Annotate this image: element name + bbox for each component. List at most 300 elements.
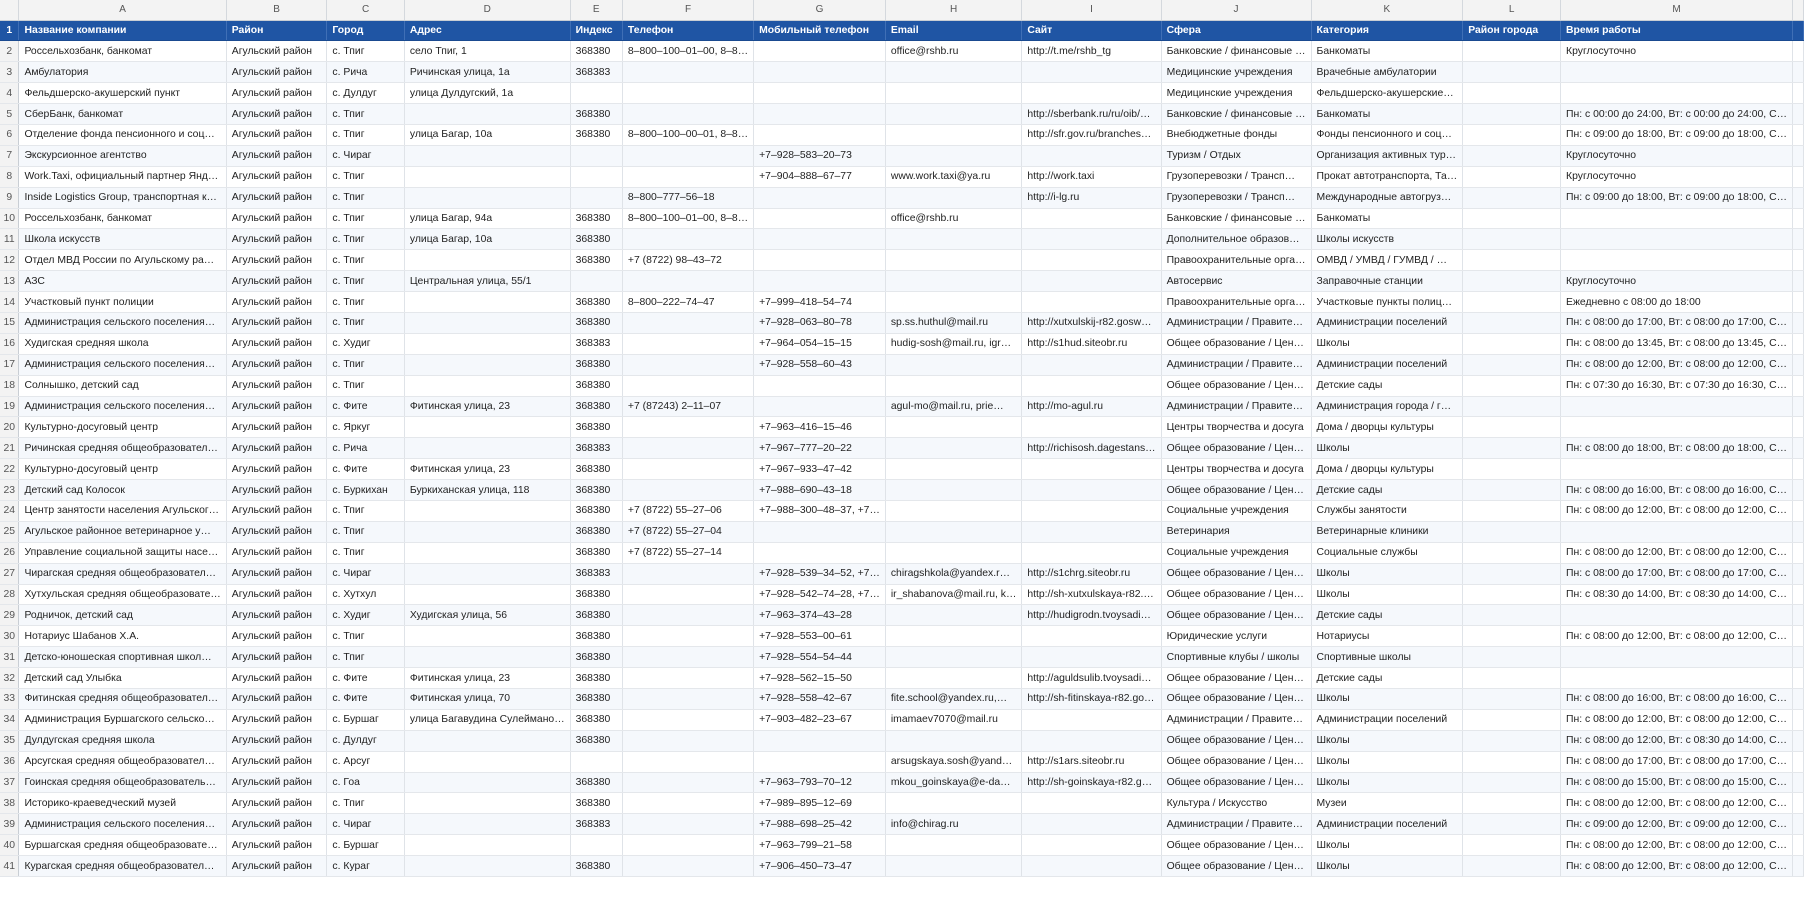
table-cell[interactable]: с. Гоа [327,772,404,793]
table-cell[interactable]: Социальные учреждения [1161,500,1311,521]
table-cell[interactable]: Агульский район [226,730,327,751]
row-number[interactable]: 22 [0,459,19,480]
header-cell[interactable]: Категория [1311,20,1463,41]
table-cell[interactable]: Культурно-досуговый центр [19,417,226,438]
table-cell[interactable]: с. Арсуг [327,751,404,772]
table-cell[interactable] [622,835,753,856]
table-cell[interactable]: Агульский район [226,145,327,166]
table-cell[interactable]: mkou_goinskaya@e-da… [885,772,1021,793]
table-cell[interactable]: 368380 [570,793,622,814]
table-cell[interactable]: Россельхозбанк, банкомат [19,41,226,62]
table-cell[interactable]: Детские сады [1311,668,1463,689]
table-cell[interactable]: Фитинская улица, 23 [404,396,570,417]
table-cell[interactable] [1463,271,1561,292]
table-cell[interactable]: Амбулатория [19,62,226,83]
table-cell[interactable] [404,145,570,166]
table-cell[interactable] [622,814,753,835]
table-cell[interactable] [1463,563,1561,584]
table-cell[interactable] [404,793,570,814]
table-cell[interactable] [754,104,886,125]
table-cell[interactable]: Агульский район [226,271,327,292]
table-cell[interactable]: http://s1hud.siteobr.ru [1022,333,1161,354]
row-number[interactable]: 38 [0,793,19,814]
table-cell[interactable]: с. Тпиг [327,292,404,313]
table-cell[interactable]: Врачебные амбулатории [1311,62,1463,83]
table-cell[interactable]: Агульский район [226,229,327,250]
table-cell[interactable]: Агульский район [226,584,327,605]
table-cell[interactable]: с. Тпиг [327,271,404,292]
table-cell[interactable] [754,208,886,229]
table-cell[interactable] [754,751,886,772]
table-cell[interactable] [885,605,1021,626]
table-cell[interactable]: Отделение фонда пенсионного и соц… [19,124,226,145]
table-cell[interactable] [404,250,570,271]
table-cell[interactable]: Агульский район [226,438,327,459]
table-cell[interactable] [1463,187,1561,208]
table-cell[interactable]: Агульский район [226,83,327,104]
table-cell[interactable] [1022,354,1161,375]
table-cell[interactable] [622,354,753,375]
table-cell[interactable]: Школы искусств [1311,229,1463,250]
table-cell[interactable]: Медицинские учреждения [1161,83,1311,104]
table-cell[interactable]: Историко-краеведческий музей [19,793,226,814]
table-cell[interactable] [885,354,1021,375]
table-cell[interactable] [1561,396,1793,417]
table-cell[interactable] [1463,438,1561,459]
table-cell[interactable] [1561,208,1793,229]
table-cell[interactable]: с. Тпиг [327,312,404,333]
table-cell[interactable]: Детские сады [1311,605,1463,626]
table-cell[interactable]: Общее образование / Цен… [1161,480,1311,501]
table-cell[interactable] [404,375,570,396]
table-cell[interactable]: Банкоматы [1311,208,1463,229]
table-cell[interactable]: 368380 [570,730,622,751]
table-cell[interactable] [1561,83,1793,104]
table-cell[interactable] [622,104,753,125]
table-cell[interactable]: Отдел МВД России по Агульскому ра… [19,250,226,271]
table-cell[interactable]: +7–988–300–48–37, +7… [754,500,886,521]
table-cell[interactable] [885,417,1021,438]
table-cell[interactable] [404,104,570,125]
table-cell[interactable]: с. Фите [327,459,404,480]
row-number[interactable]: 25 [0,521,19,542]
table-cell[interactable]: Агульский район [226,41,327,62]
column-letter[interactable]: G [754,0,886,20]
row-number[interactable]: 1 [0,20,19,41]
column-letter[interactable]: L [1463,0,1561,20]
table-cell[interactable]: 368380 [570,480,622,501]
table-cell[interactable]: http://hudigrodn.tvoysadi… [1022,605,1161,626]
table-cell[interactable] [1463,835,1561,856]
table-cell[interactable]: с. Фите [327,668,404,689]
table-cell[interactable]: Общее образование / Цен… [1161,730,1311,751]
table-cell[interactable] [404,730,570,751]
column-letter[interactable]: F [622,0,753,20]
row-number[interactable]: 11 [0,229,19,250]
row-number[interactable]: 13 [0,271,19,292]
table-cell[interactable] [885,521,1021,542]
table-cell[interactable]: Ричинская улица, 1а [404,62,570,83]
table-cell[interactable]: улица Багавудина Сулеймано… [404,709,570,730]
table-cell[interactable] [1022,626,1161,647]
table-cell[interactable] [885,647,1021,668]
table-cell[interactable]: http://sh-goinskaya-r82.g… [1022,772,1161,793]
table-cell[interactable] [622,312,753,333]
table-cell[interactable] [622,459,753,480]
table-cell[interactable] [1022,459,1161,480]
table-cell[interactable]: Пн: с 08:00 до 12:00, Вт: с 08:00 до 12:00, С… [1561,354,1793,375]
table-cell[interactable]: Службы занятости [1311,500,1463,521]
table-cell[interactable]: 368380 [570,521,622,542]
table-cell[interactable] [1463,62,1561,83]
table-cell[interactable]: Администрации поселений [1311,814,1463,835]
table-cell[interactable]: Участковый пункт полиции [19,292,226,313]
table-cell[interactable]: с. Тпиг [327,208,404,229]
row-number[interactable]: 4 [0,83,19,104]
table-cell[interactable]: Культурно-досуговый центр [19,459,226,480]
table-cell[interactable] [1561,521,1793,542]
table-cell[interactable]: Общее образование / Цен… [1161,563,1311,584]
table-cell[interactable]: arsugskaya.sosh@yand… [885,751,1021,772]
table-cell[interactable]: +7–928–542–74–28, +7… [754,584,886,605]
table-cell[interactable]: Культура / Искусство [1161,793,1311,814]
table-cell[interactable]: улица Багар, 94а [404,208,570,229]
table-cell[interactable]: http://i-lg.ru [1022,187,1161,208]
table-cell[interactable]: с. Буршаг [327,709,404,730]
table-cell[interactable]: Дулдугская средняя школа [19,730,226,751]
table-cell[interactable] [754,271,886,292]
table-cell[interactable]: Агульский район [226,396,327,417]
table-cell[interactable] [1022,814,1161,835]
table-cell[interactable] [754,396,886,417]
table-cell[interactable] [570,187,622,208]
table-cell[interactable]: Пн: с 08:00 до 13:45, Вт: с 08:00 до 13:45, С… [1561,333,1793,354]
table-cell[interactable]: Агульский район [226,668,327,689]
table-cell[interactable]: Центры творчества и досуга [1161,417,1311,438]
column-letter[interactable]: H [885,0,1021,20]
table-cell[interactable]: http://sfr.gov.ru/branches… [1022,124,1161,145]
row-number[interactable]: 30 [0,626,19,647]
table-cell[interactable]: Фитинская улица, 23 [404,668,570,689]
table-cell[interactable] [622,772,753,793]
table-cell[interactable] [1463,312,1561,333]
table-cell[interactable]: Агульский район [226,166,327,187]
table-cell[interactable]: Общее образование / Цен… [1161,605,1311,626]
table-cell[interactable]: с. Кураг [327,856,404,877]
table-cell[interactable]: 368380 [570,647,622,668]
table-cell[interactable] [622,480,753,501]
row-number[interactable]: 29 [0,605,19,626]
row-number[interactable]: 34 [0,709,19,730]
table-cell[interactable]: Банкоматы [1311,104,1463,125]
table-cell[interactable] [1561,62,1793,83]
table-cell[interactable]: Социальные службы [1311,542,1463,563]
table-cell[interactable]: с. Чираг [327,814,404,835]
table-cell[interactable] [622,438,753,459]
table-cell[interactable] [570,145,622,166]
table-cell[interactable]: Агульский район [226,772,327,793]
table-cell[interactable]: +7–967–777–20–22 [754,438,886,459]
table-cell[interactable]: Худигская улица, 56 [404,605,570,626]
table-cell[interactable] [1463,459,1561,480]
table-cell[interactable]: sp.ss.huthul@mail.ru [885,312,1021,333]
row-number[interactable]: 2 [0,41,19,62]
table-cell[interactable]: Пн: с 08:30 до 14:00, Вт: с 08:30 до 14:00, С… [1561,584,1793,605]
table-cell[interactable]: Детский сад Улыбка [19,668,226,689]
table-cell[interactable]: Общее образование / Цен… [1161,772,1311,793]
table-cell[interactable]: с. Тпиг [327,229,404,250]
table-cell[interactable]: Администрация сельского поселения… [19,396,226,417]
table-cell[interactable]: 368380 [570,584,622,605]
header-cell[interactable]: Адрес [404,20,570,41]
table-cell[interactable]: с. Худиг [327,605,404,626]
table-cell[interactable]: с. Рича [327,62,404,83]
table-cell[interactable] [1463,689,1561,710]
table-cell[interactable] [1463,856,1561,877]
table-cell[interactable]: Управление социальной защиты насе… [19,542,226,563]
table-cell[interactable] [1463,83,1561,104]
table-cell[interactable]: Нотариусы [1311,626,1463,647]
table-cell[interactable]: село Тпиг, 1 [404,41,570,62]
table-cell[interactable] [1463,417,1561,438]
table-cell[interactable] [622,856,753,877]
table-cell[interactable] [622,229,753,250]
table-cell[interactable]: http://sh-xutxulskaya-r82.… [1022,584,1161,605]
row-number[interactable]: 5 [0,104,19,125]
table-cell[interactable] [1022,647,1161,668]
column-letter[interactable]: E [570,0,622,20]
table-cell[interactable]: 368380 [570,605,622,626]
table-cell[interactable]: Агульский район [226,250,327,271]
table-cell[interactable] [404,584,570,605]
table-cell[interactable]: улица Багар, 10а [404,229,570,250]
table-cell[interactable] [885,542,1021,563]
table-cell[interactable] [570,835,622,856]
row-number[interactable]: 15 [0,312,19,333]
row-number[interactable]: 40 [0,835,19,856]
table-cell[interactable]: Общее образование / Цен… [1161,856,1311,877]
row-number[interactable]: 35 [0,730,19,751]
table-cell[interactable]: Пн: с 08:00 до 12:00, Вт: с 08:00 до 12:00, С… [1561,542,1793,563]
table-cell[interactable] [404,772,570,793]
table-cell[interactable]: Администрации поселений [1311,354,1463,375]
table-cell[interactable]: Пн: с 08:00 до 18:00, Вт: с 08:00 до 18:00, С… [1561,438,1793,459]
table-cell[interactable] [622,584,753,605]
table-cell[interactable] [885,459,1021,480]
header-cell[interactable]: Район [226,20,327,41]
table-cell[interactable]: Пн: с 08:00 до 12:00, Вт: с 08:00 до 12:00, С… [1561,709,1793,730]
table-cell[interactable]: Внебюджетные фонды [1161,124,1311,145]
table-cell[interactable]: Агульский район [226,563,327,584]
table-cell[interactable]: Банкоматы [1311,41,1463,62]
table-cell[interactable] [622,83,753,104]
table-cell[interactable] [1022,730,1161,751]
table-cell[interactable]: http://s1chrg.siteobr.ru [1022,563,1161,584]
table-cell[interactable]: Детские сады [1311,375,1463,396]
table-cell[interactable]: Спортивные клубы / школы [1161,647,1311,668]
table-cell[interactable]: с. Тпиг [327,626,404,647]
table-cell[interactable]: 368383 [570,814,622,835]
table-cell[interactable]: Пн: с 08:00 до 12:00, Вт: с 08:00 до 12:00, С… [1561,500,1793,521]
table-cell[interactable]: с. Тпиг [327,250,404,271]
table-cell[interactable]: Центры творчества и досуга [1161,459,1311,480]
table-cell[interactable]: +7–928–562–15–50 [754,668,886,689]
table-cell[interactable]: Пн: с 09:00 до 18:00, Вт: с 09:00 до 18:00, С… [1561,124,1793,145]
table-cell[interactable]: Пн: с 00:00 до 24:00, Вт: с 00:00 до 24:00, С… [1561,104,1793,125]
table-cell[interactable] [1022,417,1161,438]
table-cell[interactable]: 368380 [570,668,622,689]
table-cell[interactable] [885,668,1021,689]
table-cell[interactable] [1463,375,1561,396]
table-cell[interactable]: Агульский район [226,689,327,710]
table-cell[interactable] [885,124,1021,145]
table-cell[interactable]: chiragshkola@yandex.r… [885,563,1021,584]
table-cell[interactable]: Банковские / финансовые … [1161,41,1311,62]
table-cell[interactable] [1022,145,1161,166]
table-cell[interactable]: +7 (8722) 55–27–04 [622,521,753,542]
table-cell[interactable] [404,312,570,333]
table-cell[interactable] [1022,542,1161,563]
table-cell[interactable]: Администрация сельского поселения… [19,312,226,333]
table-cell[interactable] [1463,145,1561,166]
table-cell[interactable]: Администрация сельского поселения… [19,814,226,835]
table-cell[interactable]: Чирагская средняя общеобразовател… [19,563,226,584]
table-cell[interactable] [1022,709,1161,730]
table-cell[interactable] [622,62,753,83]
table-cell[interactable] [754,83,886,104]
table-cell[interactable]: 8–800–100–00–01, 8–8… [622,124,753,145]
table-cell[interactable] [1022,480,1161,501]
table-cell[interactable]: с. Худиг [327,333,404,354]
table-cell[interactable]: Круглосуточно [1561,271,1793,292]
table-cell[interactable]: Банковские / финансовые … [1161,208,1311,229]
table-cell[interactable]: Агульский район [226,793,327,814]
table-cell[interactable]: Грузоперевозки / Трансп… [1161,187,1311,208]
row-number[interactable]: 32 [0,668,19,689]
row-number[interactable]: 12 [0,250,19,271]
table-cell[interactable] [622,605,753,626]
table-cell[interactable]: Агульский район [226,208,327,229]
table-cell[interactable]: 368380 [570,417,622,438]
row-number[interactable]: 23 [0,480,19,501]
table-cell[interactable]: 368383 [570,563,622,584]
table-cell[interactable] [885,480,1021,501]
table-cell[interactable] [404,166,570,187]
table-cell[interactable] [1022,856,1161,877]
table-cell[interactable] [404,563,570,584]
table-cell[interactable]: Медицинские учреждения [1161,62,1311,83]
table-cell[interactable]: office@rshb.ru [885,208,1021,229]
table-cell[interactable] [1561,417,1793,438]
table-cell[interactable] [1463,793,1561,814]
table-cell[interactable]: +7–928–554–54–44 [754,647,886,668]
table-cell[interactable]: Музеи [1311,793,1463,814]
table-cell[interactable]: с. Тпиг [327,793,404,814]
table-cell[interactable]: agul-mo@mail.ru, prie… [885,396,1021,417]
table-cell[interactable]: Круглосуточно [1561,145,1793,166]
table-cell[interactable]: с. Тпиг [327,354,404,375]
table-cell[interactable] [754,62,886,83]
header-cell[interactable]: Название компании [19,20,226,41]
table-cell[interactable]: http://richisosh.dagestans… [1022,438,1161,459]
row-number[interactable]: 41 [0,856,19,877]
table-cell[interactable] [622,166,753,187]
table-cell[interactable]: info@chirag.ru [885,814,1021,835]
table-cell[interactable] [622,689,753,710]
table-cell[interactable]: Фонды пенсионного и соц… [1311,124,1463,145]
table-cell[interactable]: Фитинская улица, 23 [404,459,570,480]
table-cell[interactable]: Школы [1311,563,1463,584]
table-cell[interactable]: Пн: с 08:00 до 17:00, Вт: с 08:00 до 17:00, С… [1561,563,1793,584]
table-cell[interactable]: Прокат автотранспорта, Та… [1311,166,1463,187]
table-cell[interactable] [404,835,570,856]
table-cell[interactable]: +7–963–799–21–58 [754,835,886,856]
table-cell[interactable]: Агульский район [226,605,327,626]
table-cell[interactable] [404,814,570,835]
table-cell[interactable]: Арсугская средняя общеобразовател… [19,751,226,772]
table-cell[interactable] [1463,250,1561,271]
table-cell[interactable] [885,292,1021,313]
row-number[interactable]: 18 [0,375,19,396]
table-cell[interactable]: Нотариус Шабанов Х.А. [19,626,226,647]
table-cell[interactable]: Общее образование / Цен… [1161,668,1311,689]
table-cell[interactable]: Администрации поселений [1311,709,1463,730]
table-cell[interactable]: с. Тпиг [327,500,404,521]
table-cell[interactable]: Ричинская средняя общеобразовател… [19,438,226,459]
table-cell[interactable]: Круглосуточно [1561,41,1793,62]
table-cell[interactable] [885,62,1021,83]
table-cell[interactable]: с. Дулдуг [327,730,404,751]
table-cell[interactable]: Агульский район [226,542,327,563]
table-cell[interactable] [885,835,1021,856]
table-cell[interactable]: Общее образование / Цен… [1161,584,1311,605]
table-cell[interactable] [570,271,622,292]
header-cell[interactable]: Район города [1463,20,1561,41]
table-cell[interactable]: 368380 [570,124,622,145]
table-cell[interactable] [1463,626,1561,647]
table-cell[interactable]: Спортивные школы [1311,647,1463,668]
table-cell[interactable]: Фитинская средняя общеобразовател… [19,689,226,710]
table-cell[interactable] [404,856,570,877]
table-cell[interactable]: Агульский район [226,312,327,333]
table-cell[interactable]: Агульский район [226,459,327,480]
table-cell[interactable]: Агульский район [226,626,327,647]
table-cell[interactable]: Администрации / Правите… [1161,396,1311,417]
table-cell[interactable]: Пн: с 08:00 до 16:00, Вт: с 08:00 до 16:00, С… [1561,689,1793,710]
row-number[interactable]: 6 [0,124,19,145]
row-number[interactable]: 8 [0,166,19,187]
table-cell[interactable] [1463,480,1561,501]
table-cell[interactable]: Администрации / Правите… [1161,354,1311,375]
table-cell[interactable]: Агульский район [226,835,327,856]
table-cell[interactable] [1463,333,1561,354]
table-cell[interactable]: с. Яркуг [327,417,404,438]
table-cell[interactable]: 368380 [570,375,622,396]
table-cell[interactable]: Агульский район [226,521,327,542]
table-cell[interactable]: Агульский район [226,709,327,730]
table-cell[interactable]: Администрации / Правите… [1161,709,1311,730]
table-cell[interactable] [622,668,753,689]
table-cell[interactable]: с. Тпиг [327,542,404,563]
table-cell[interactable] [1561,459,1793,480]
table-cell[interactable]: Агульский район [226,375,327,396]
table-cell[interactable] [885,187,1021,208]
table-cell[interactable] [1022,835,1161,856]
table-cell[interactable] [404,292,570,313]
table-cell[interactable]: Агульский район [226,480,327,501]
row-number[interactable]: 24 [0,500,19,521]
table-cell[interactable] [885,250,1021,271]
